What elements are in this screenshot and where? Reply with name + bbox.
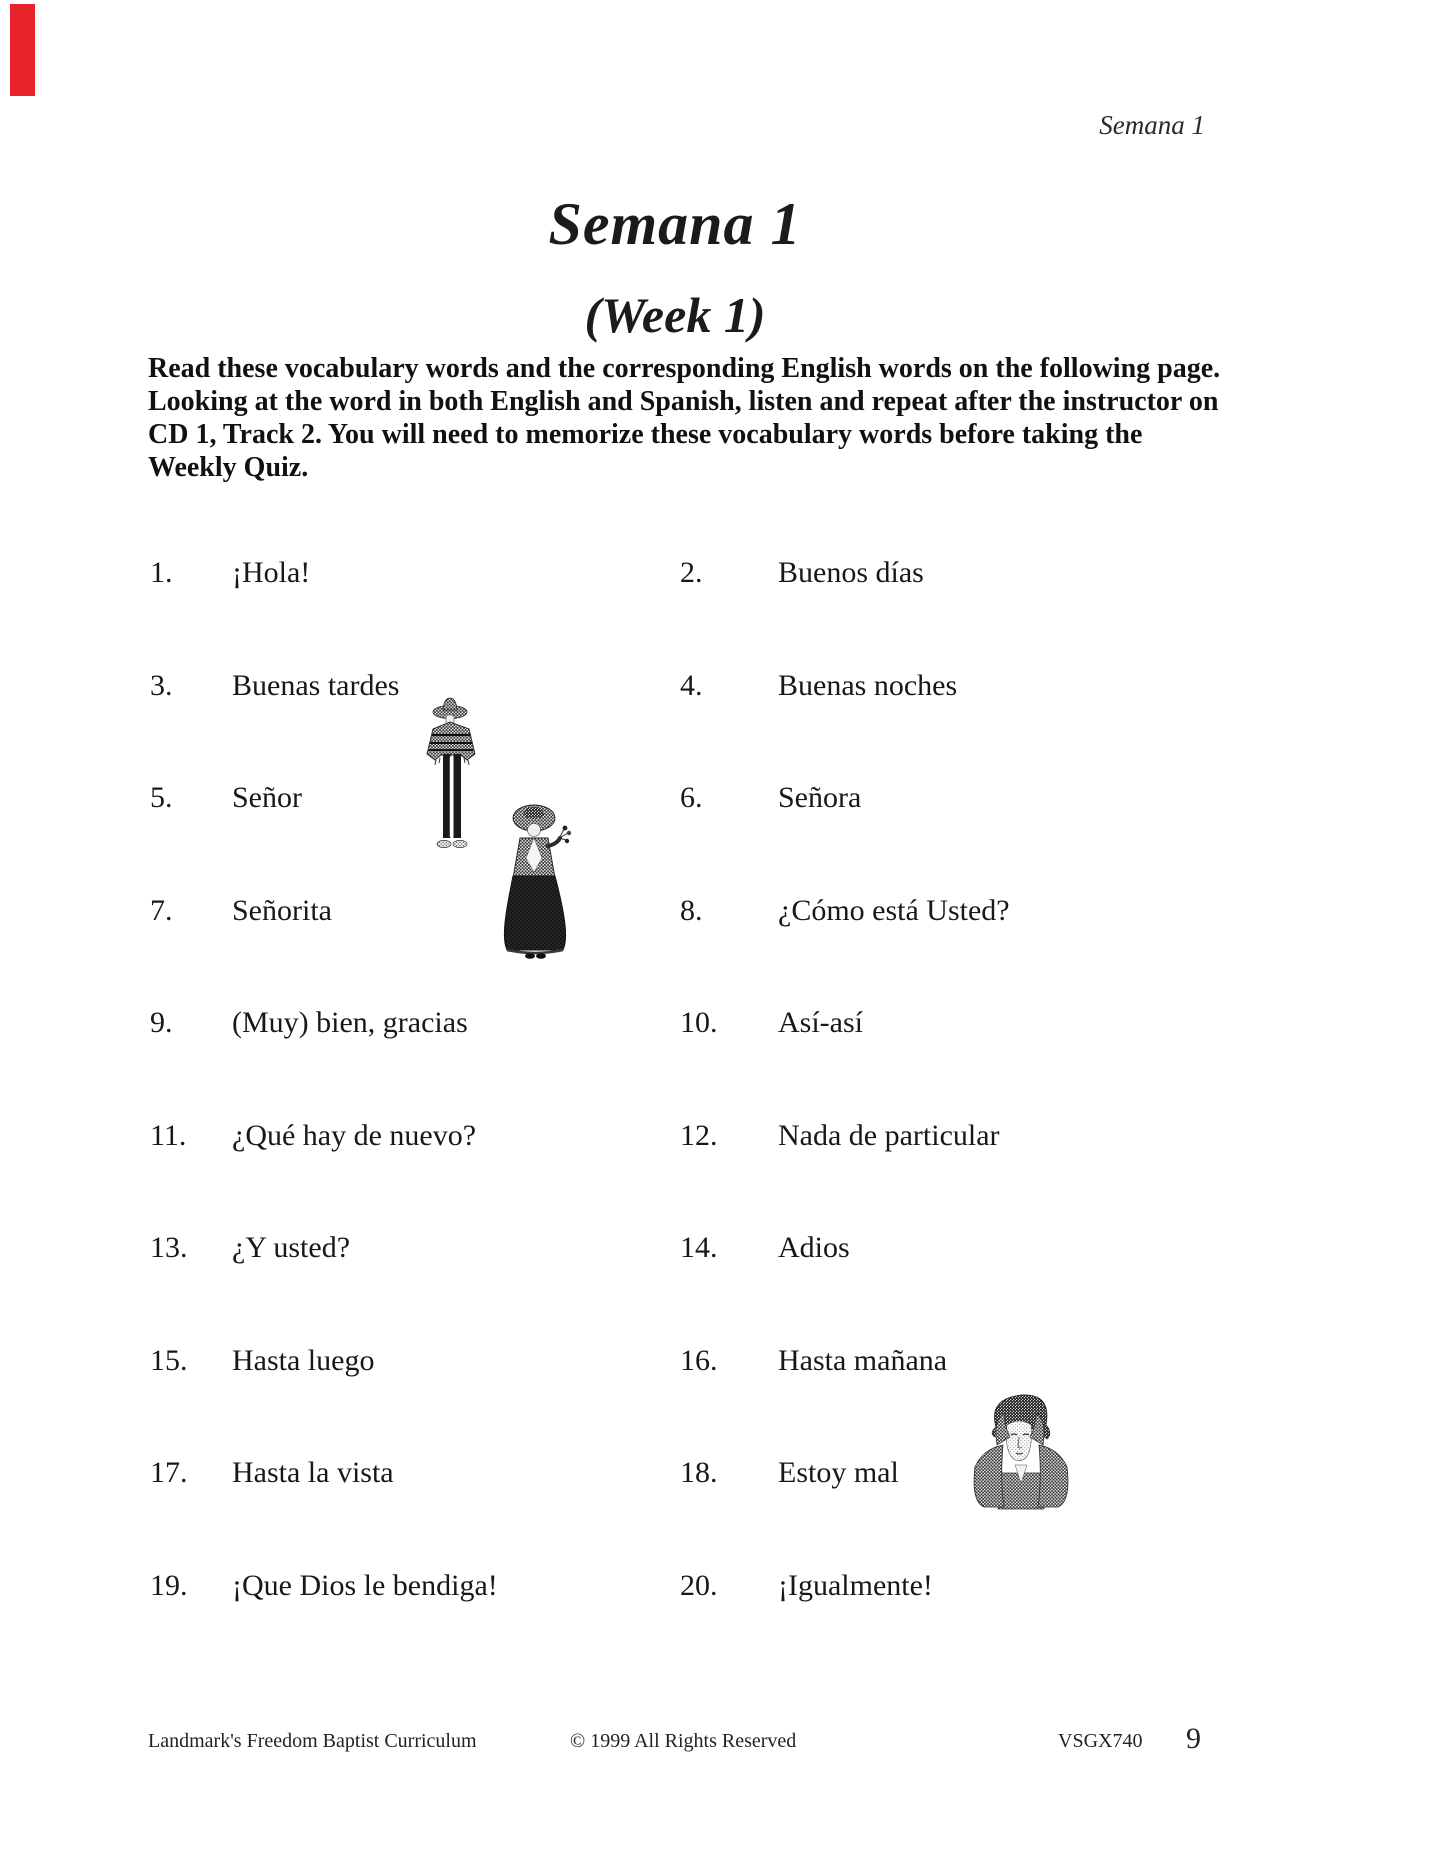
intro-line: Weekly Quiz.	[148, 452, 309, 483]
page-title: Semana 1	[548, 191, 802, 257]
vocab-term: Estoy mal	[778, 1456, 899, 1489]
vocab-term: Señorita	[232, 894, 332, 927]
vocab-row	[0, 556, 1445, 596]
vocab-term: (Muy) bien, gracias	[232, 1006, 468, 1039]
sombrero-man-illustration	[420, 697, 484, 853]
footer-copyright: © 1999 All Rights Reserved	[570, 1730, 797, 1752]
vocab-term: ¿Qué hay de nuevo?	[232, 1119, 477, 1152]
page-footer	[0, 1722, 1445, 1762]
vocab-number: 14.	[680, 1231, 718, 1264]
vocab-term: Adios	[778, 1231, 850, 1264]
vocab-row	[0, 1231, 1445, 1271]
vocab-term: ¿Y usted?	[232, 1231, 351, 1264]
vocab-row	[0, 1119, 1445, 1159]
vocab-term: Señor	[232, 781, 302, 814]
vocab-number: 17.	[150, 1456, 188, 1489]
vocab-number: 20.	[680, 1569, 718, 1602]
vocab-term: Hasta luego	[232, 1344, 375, 1377]
vocab-number: 3.	[150, 669, 173, 702]
vocab-number: 2.	[680, 556, 703, 589]
vocab-row	[0, 1344, 1445, 1384]
vocab-row	[0, 1006, 1445, 1046]
vocab-number: 10.	[680, 1006, 718, 1039]
footer-publisher: Landmark's Freedom Baptist Curriculum	[148, 1730, 477, 1752]
vocab-term: Buenas tardes	[232, 669, 400, 702]
vocab-term: Buenas noches	[778, 669, 958, 702]
vocab-term: Nada de particular	[778, 1119, 1000, 1152]
vocab-term: Hasta mañana	[778, 1344, 948, 1377]
vocab-number: 18.	[680, 1456, 718, 1489]
vocab-row	[0, 894, 1445, 934]
footer-page-number: 9	[1186, 1722, 1201, 1755]
vocab-number: 19.	[150, 1569, 188, 1602]
vocab-number: 6.	[680, 781, 703, 814]
intro-line: Read these vocabulary words and the corresponding English words on the following page.	[148, 353, 1221, 384]
vocab-row	[0, 1569, 1445, 1609]
vocab-number: 5.	[150, 781, 173, 814]
vocab-term: Señora	[778, 781, 862, 814]
vocab-number: 9.	[150, 1006, 173, 1039]
senorita-illustration	[496, 800, 576, 962]
vocab-number: 15.	[150, 1344, 188, 1377]
running-header: Semana 1	[1099, 110, 1205, 140]
vocab-row	[0, 781, 1445, 821]
vocab-term: Así-así	[778, 1006, 863, 1039]
vocab-number: 13.	[150, 1231, 188, 1264]
footer-code: VSGX740	[1058, 1730, 1143, 1752]
vocab-term: ¡Que Dios le bendiga!	[232, 1569, 498, 1602]
intro-line: CD 1, Track 2. You will need to memorize these vocabulary words before taking the	[148, 419, 1143, 450]
vocab-term: ¡Hola!	[232, 556, 311, 589]
vocab-term: Buenos días	[778, 556, 924, 589]
headache-person-illustration	[968, 1391, 1074, 1513]
vocab-term: ¿Cómo está Usted?	[778, 894, 1010, 927]
vocab-number: 4.	[680, 669, 703, 702]
vocab-row	[0, 669, 1445, 709]
vocab-number: 12.	[680, 1119, 718, 1152]
vocab-number: 11.	[150, 1119, 187, 1152]
page-subtitle: (Week 1)	[584, 287, 766, 343]
vocab-number: 16.	[680, 1344, 718, 1377]
vocab-number: 8.	[680, 894, 703, 927]
vocab-number: 1.	[150, 556, 173, 589]
vocab-row	[0, 1456, 1445, 1496]
vocab-term: Hasta la vista	[232, 1456, 394, 1489]
intro-line: Looking at the word in both English and Spanish, listen and repeat after the instructor on	[148, 386, 1219, 417]
vocab-term: ¡Igualmente!	[778, 1569, 933, 1602]
vocab-number: 7.	[150, 894, 173, 927]
